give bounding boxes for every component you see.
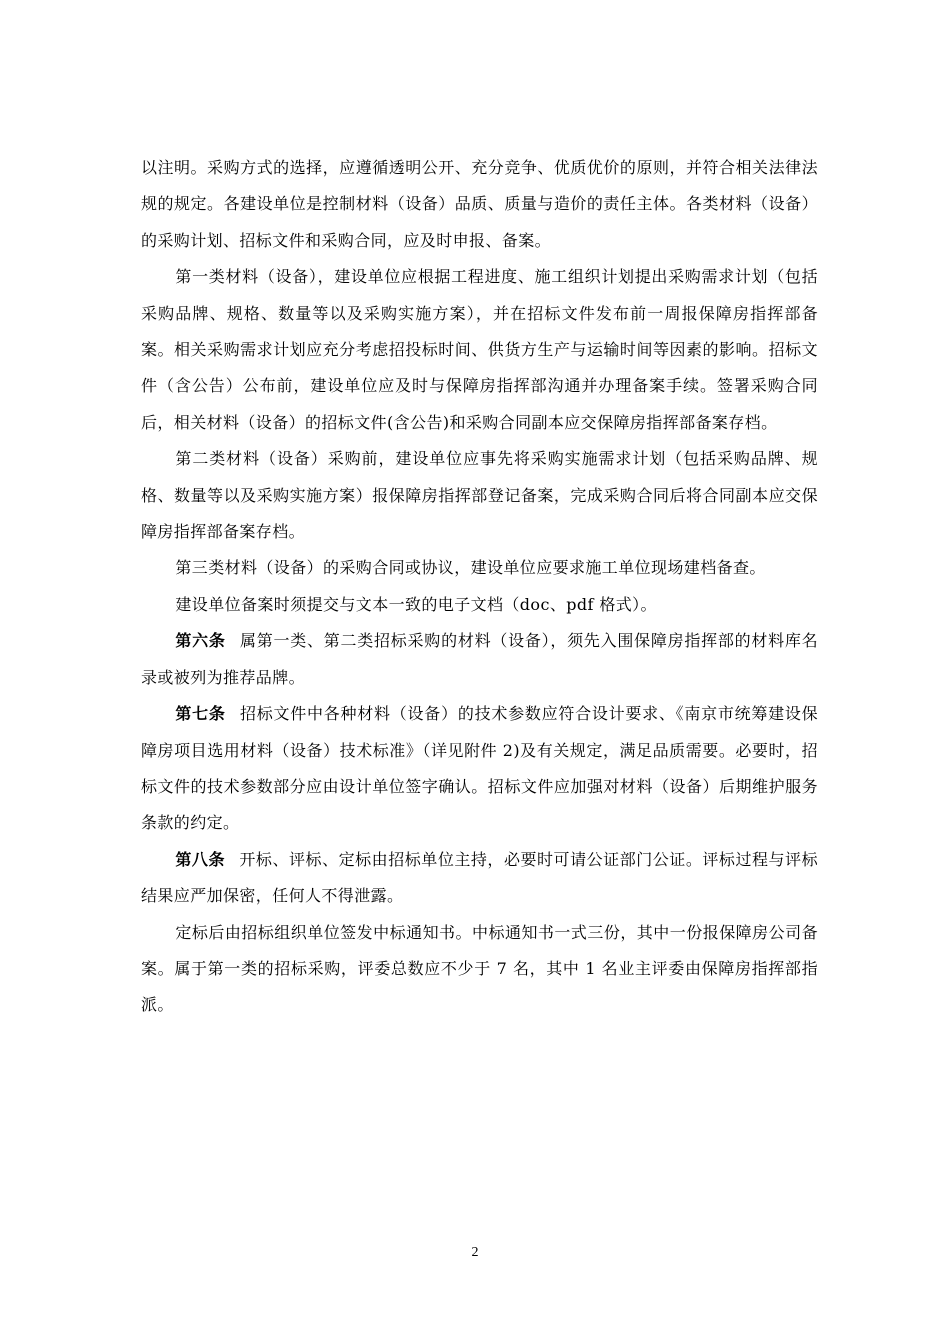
article-seven-text: 招标文件中各种材料（设备）的技术参数应符合设计要求、《南京市统筹建设保障房项目选用材料（设备）技术标准》（详见附件 2)及有关规定，满足品质需要。必要时，招标文件的技术参数部分应由设计单位签字确认。招标文件应加强对材料（设备）后期维护服务条款的约定。: [141, 704, 818, 833]
paragraph-category-two: 第二类材料（设备）采购前，建设单位应事先将采购实施需求计划（包括采购品牌、规格、数量等以及采购实施方案）报保障房指挥部登记备案，完成采购合同后将合同副本应交保障房指挥部备案存档。: [141, 449, 818, 542]
article-seven-heading: 第七条: [175, 704, 226, 724]
paragraph-category-one: 第一类材料（设备），建设单位应根据工程进度、施工组织计划提出采购需求计划（包括采购品牌、规格、数量等以及采购实施方案），并在招标文件发布前一周报保障房指挥部备案。相关采购需求计划应充分考虑招投标时间、供货方生产与运输时间等因素的影响。招标文件（含公告）公布前，建设单位应及时与保障房指挥部沟通并办理备案手续。签署采购合同后，相关材料（设备）的招标文件(含公告)和采购合同副本应交保障房指挥部备案存档。: [141, 267, 818, 432]
document-body: [141, 150, 818, 1024]
article-six-text: 属第一类、第二类招标采购的材料（设备），须先入围保障房指挥部的材料库名录或被列为推荐品牌。: [141, 631, 818, 687]
paragraph-electronic-docs: 建设单位备案时须提交与文本一致的电子文档（doc、pdf 格式）。: [175, 594, 657, 614]
article-eight: [141, 842, 818, 915]
article-eight-text: 开标、评标、定标由招标单位主持，必要时可请公证部门公证。评标过程与评标结果应严加保密，任何人不得泄露。: [141, 849, 818, 906]
article-seven: [141, 696, 818, 842]
paragraph-award-notice: 定标后由招标组织单位签发中标通知书。中标通知书一式三份，其中一份报保障房公司备案。属于第一类的招标采购，评委总数应不少于 7 名，其中 1 名业主评委由保障房指挥部指派。: [141, 922, 818, 1015]
article-six: [141, 623, 818, 696]
paragraph-continuation: 以注明。采购方式的选择，应遵循透明公开、充分竞争、优质优价的原则，并符合相关法律法规的规定。各建设单位是控制材料（设备）品质、质量与造价的责任主体。各类材料（设备）的采购计划、招标文件和采购合同，应及时申报、备案。: [141, 158, 818, 250]
article-eight-heading: 第八条: [175, 849, 225, 869]
paragraph-category-three: 第三类材料（设备）的采购合同或协议，建设单位应要求施工单位现场建档备查。: [175, 558, 766, 578]
page-number: 2: [471, 1245, 479, 1260]
article-six-heading: 第六条: [175, 631, 226, 651]
